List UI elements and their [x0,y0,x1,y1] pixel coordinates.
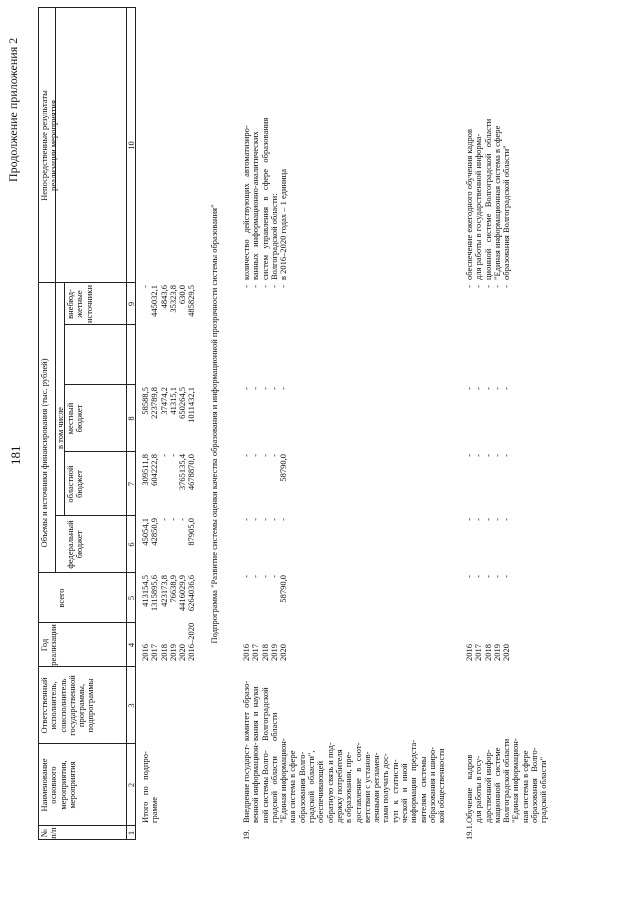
total-row-years: 2016 2017 2018 2019 2020 2016–2020 [140,622,197,661]
row19-result: количество действующих автоматизиро- ванных информационно-аналитических систем управления в сфере образования Волгоградской области: в 2016–2020 годах – 1 единица [241,117,289,280]
header-regional: областной бюджет [65,465,85,503]
total-row-regional: 309511,8 604222,8 - - 3765135,4 4678870,0 [140,454,197,491]
header-volumes: Объемы и источники финансирования (тыс. рублей) [39,358,49,548]
row19-total: - - - - 58790,0 [241,575,289,603]
row19-1-regional: - - - - - [464,454,512,457]
col-divider-5 [38,572,136,573]
col-number-7: 7 [126,481,136,487]
total-row-total: 413154,5 1315895,6 423173,8 76638,9 4416029,9 6264036,6 [140,575,197,612]
row19-executor: комитет образо- вания и науки Волгоградской области [241,680,279,741]
col-number-6: 6 [126,542,136,547]
header-including: в том числе [55,407,65,449]
col-number-9: 9 [126,301,136,307]
row19-1-name: Обучение кадров для работы в госу- дарственной инфор- мационной системе Волгоградской области "Единая информацион- ная система в сфере образования Волго- градской области" [464,738,549,823]
total-row-federal: 45054,1 42850,9 - - - 87905,0 [140,518,197,546]
header-year: Год реализации [39,624,59,666]
header-extra: внебюд- жетные источники [65,285,94,324]
row19-1-extra: - - - - - [464,285,512,288]
subprogram-title: Подпрограмма "Развитие системы оценки качества образования и информационной прозрачности системы образования" [209,204,219,644]
row19-name: Внедрение государст- венной информацион- ной системы Волго- градской области "Единая информацион- ная система в сфере образования Волго- градской области", обеспечивающей обратную связь и под- держку потребителя в образовании, пре- доставление в соот- ветствии с установ- ленными регламен- тами получать дос- туп к статисти- ческой и иной информации предста- вителям системы образования и широ- кой общественности [241,738,447,823]
col-number-4: 4 [126,642,136,648]
col-number-1: 1 [126,830,136,836]
col-number-2: 2 [126,782,136,788]
header-num: № п/п [39,827,59,839]
continuation-title: Продолжение приложения 2 [6,37,20,182]
header-federal: федеральный бюджет [65,520,85,569]
header-name: Наименование основного мероприятия, мероприятия [39,758,77,812]
row19-1-local: - - - - - [464,387,512,390]
header-total: всего [56,588,66,608]
col-number-8: 8 [126,416,136,421]
row19-federal: - - - - - [241,518,289,521]
row19-1-num: 19.1. [464,823,474,840]
row19-1-years: 2016 2017 2018 2019 2020 [464,644,512,661]
row19-1-total: - - - - - [464,575,512,578]
header-executor: Ответственный исполнитель, соисполнитель государственной программы, подпрограммы [39,675,96,736]
total-row-extra: - 445032,1 4843,6 35323,8 630,0 485829,5 [140,285,197,317]
row19-extra: - - - - - [241,285,289,288]
total-row-local: 58588,5 223789,8 37474,2 41315,1 650264,5 1011432,1 [140,387,197,423]
row19-regional: - - - - 58790,0 [241,454,289,482]
row19-local: - - - - - [241,387,289,390]
header-local: местный бюджет [65,402,85,435]
row19-years: 2016 2017 2018 2019 2020 [241,644,289,661]
col-number-3: 3 [126,703,136,708]
row19-num: 19. [241,829,251,840]
row19-1-result: обеспечение ежегодного обучения кадров для работы в государственной информа- ционной системе Волгоградской области "Единая информационная система в сфере образования Волгоградской области" [464,118,512,280]
header-results: Непосредственные результаты реализации мероприятия [39,90,59,201]
row19-1-federal: - - - - - [464,518,512,521]
col-number-5: 5 [126,595,136,601]
page-number: 181 [8,445,23,465]
total-row-label: Итого по подпро- грамме [140,751,160,823]
col-number-10: 10 [126,141,136,150]
